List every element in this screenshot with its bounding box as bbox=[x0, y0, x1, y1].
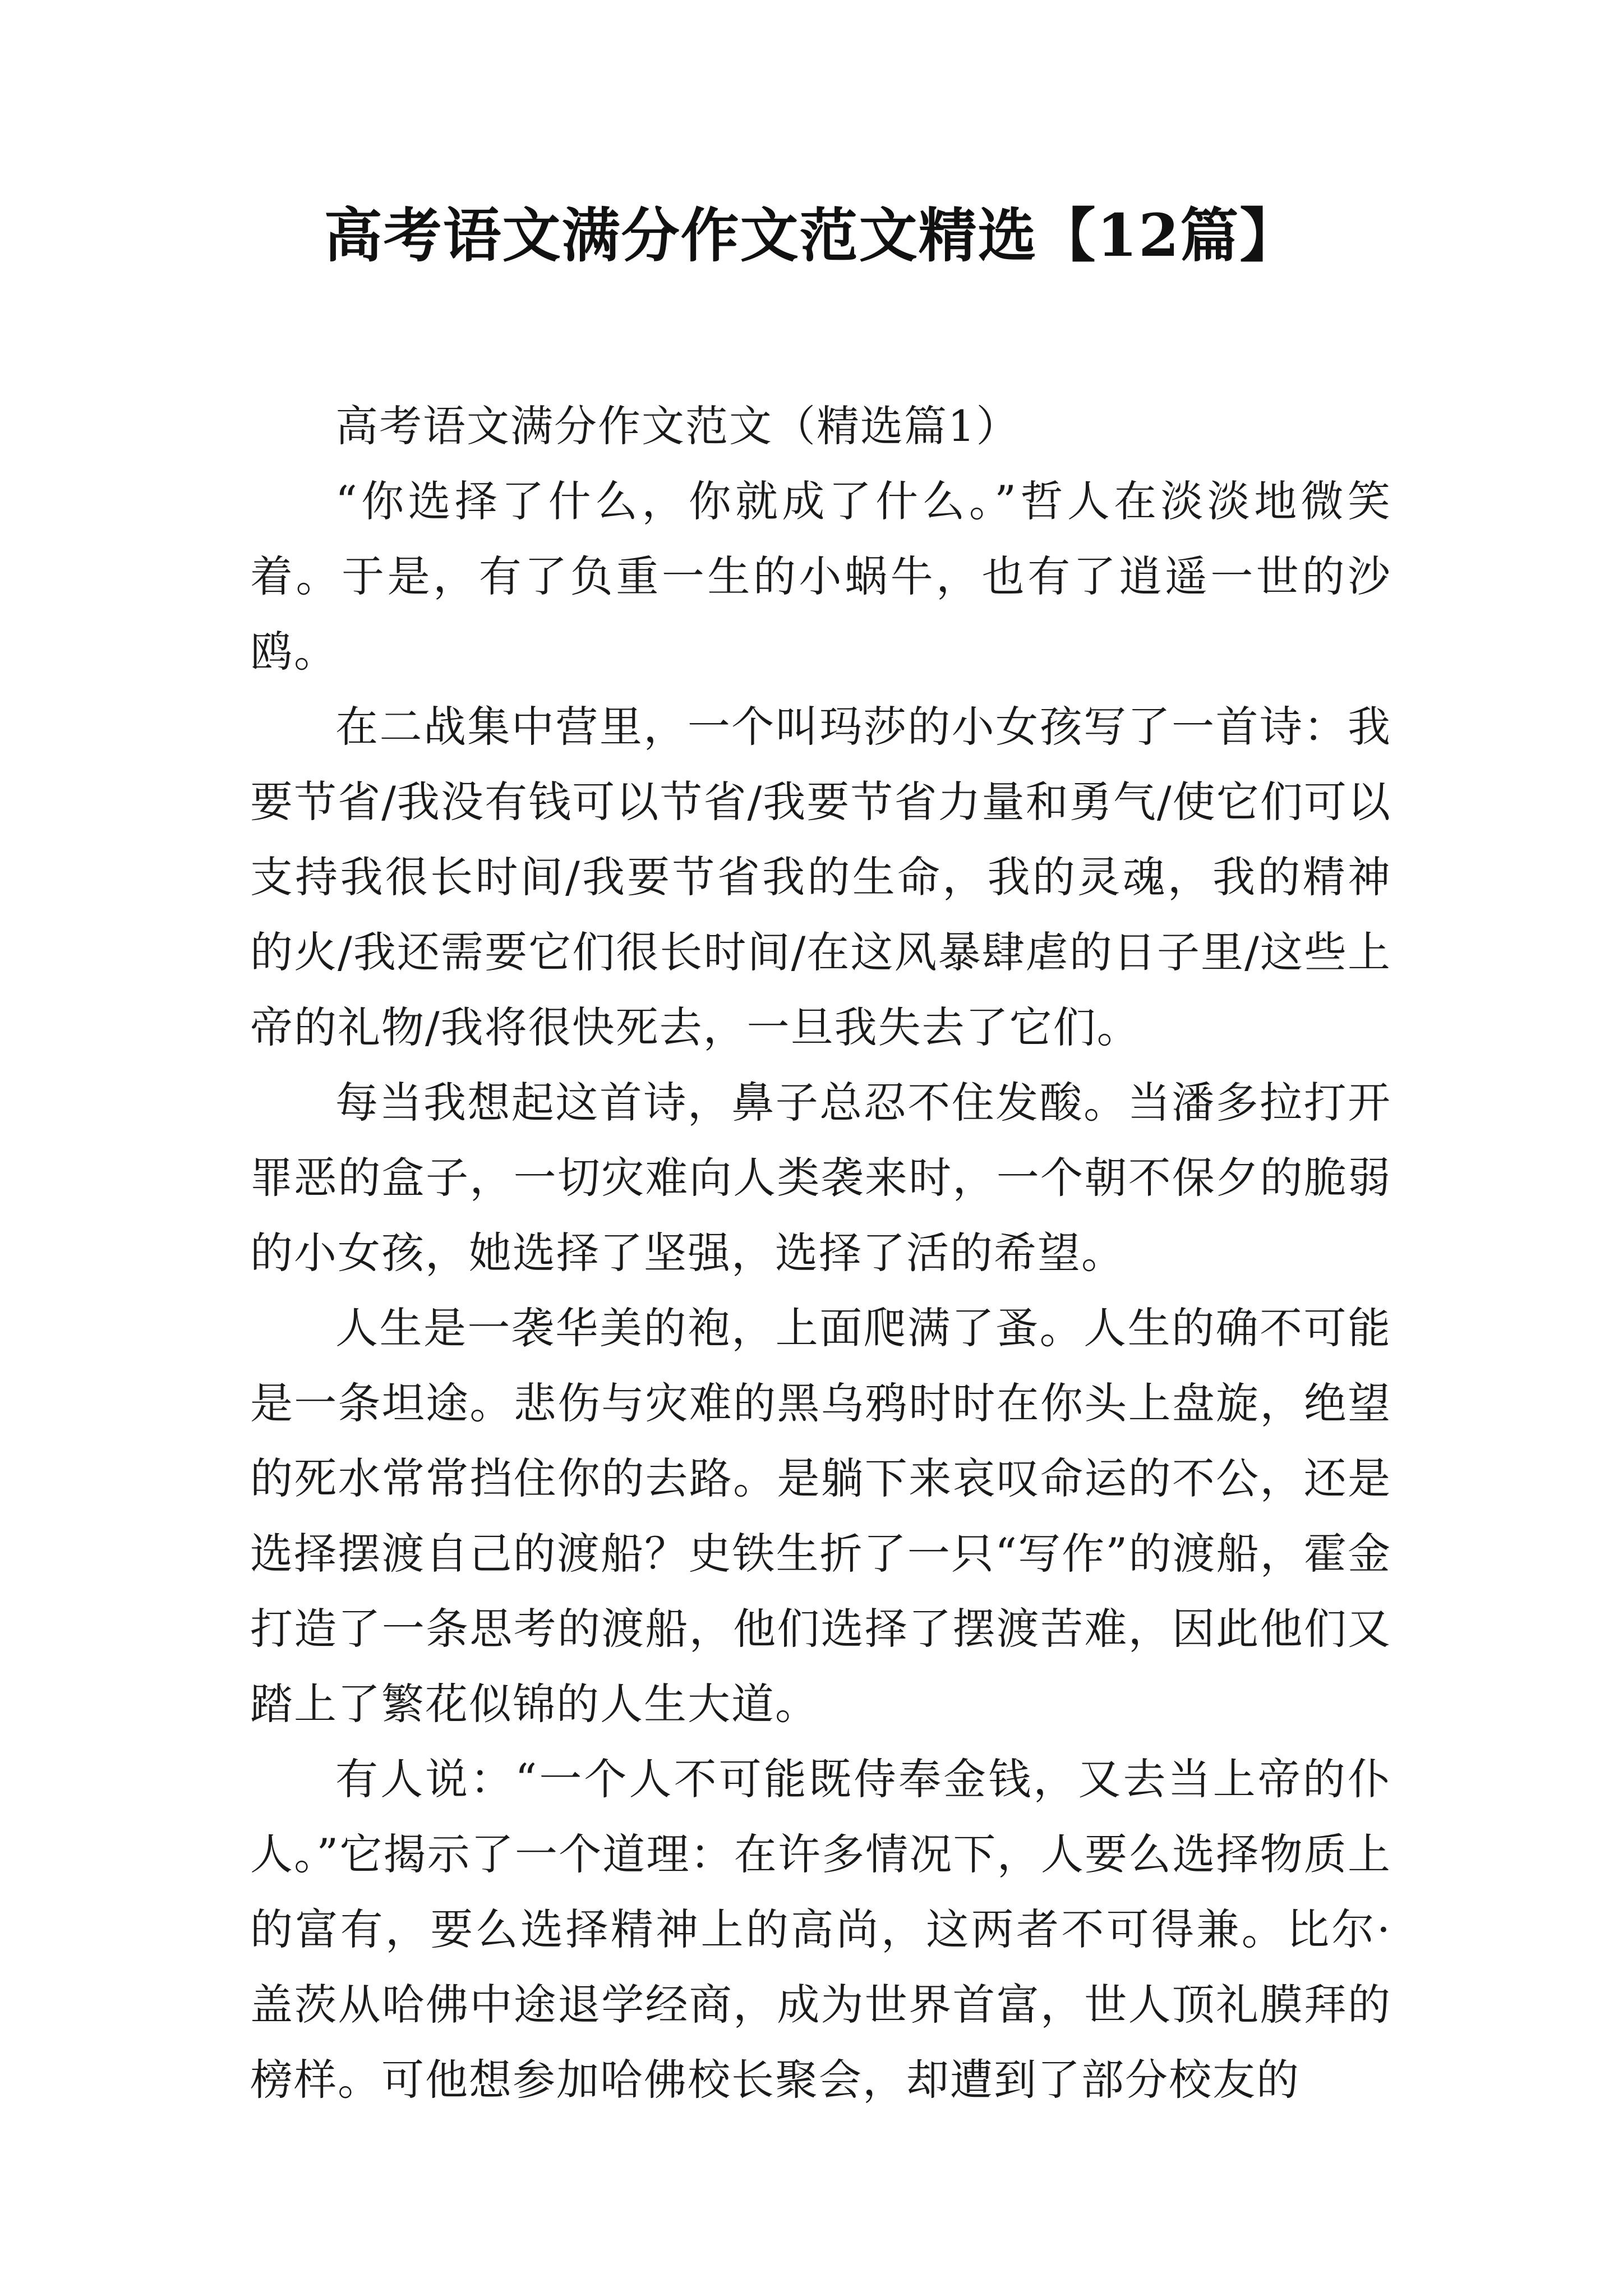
paragraph: 每当我想起这首诗，鼻子总忍不住发酸。当潘多拉打开罪恶的盒子，一切灾难向人类袭来时，一个朝不保夕的脆弱的小女孩，她选择了坚强，选择了活的希望。 bbox=[250, 1078, 1391, 1278]
paragraph: “你选择了什么，你就成了什么。”哲人在淡淡地微笑着。于是，有了负重一生的小蜗牛，也有了逍遥一世的沙鸥。 bbox=[250, 476, 1391, 677]
paragraph: 人生是一袭华美的袍，上面爬满了蚤。人生的确不可能是一条坦途。悲伤与灾难的黑乌鸦时时在你头上盘旋，绝望的死水常常挡住你的去路。是躺下来哀叹命运的不公，还是选择摆渡自己的渡船？史铁生折了一只“写作”的渡船，霍金打造了一条思考的渡船，他们选择了摆渡苦难，因此他们又踏上了繁花似锦的人生大道。 bbox=[250, 1303, 1391, 1729]
document-title: 高考语文满分作文范文精选【12篇】 bbox=[324, 201, 1299, 270]
document-body bbox=[250, 389, 1391, 2118]
paragraph: 有人说：“一个人不可能既侍奉金钱，又去当上帝的仆人。”它揭示了一个道理：在许多情况下，人要么选择物质上的富有，要么选择精神上的高尚，这两者不可得兼。比尔·盖茨从哈佛中途退学经商，成为世界首富，世人顶礼膜拜的榜样。可他想参加哈佛校长聚会，却遭到了部分校友的 bbox=[250, 1754, 1391, 2105]
paragraph: 在二战集中营里，一个叫玛莎的小女孩写了一首诗：我要节省/我没有钱可以节省/我要节省力量和勇气/使它们可以支持我很长时间/我要节省我的生命，我的灵魂，我的精神的火/我还需要它们很长时间/在这风暴肆虐的日子里/这些上帝的礼物/我将很快死去，一旦我失去了它们。 bbox=[250, 702, 1391, 1052]
section-heading: 高考语文满分作文范文（精选篇1） bbox=[335, 401, 1020, 451]
